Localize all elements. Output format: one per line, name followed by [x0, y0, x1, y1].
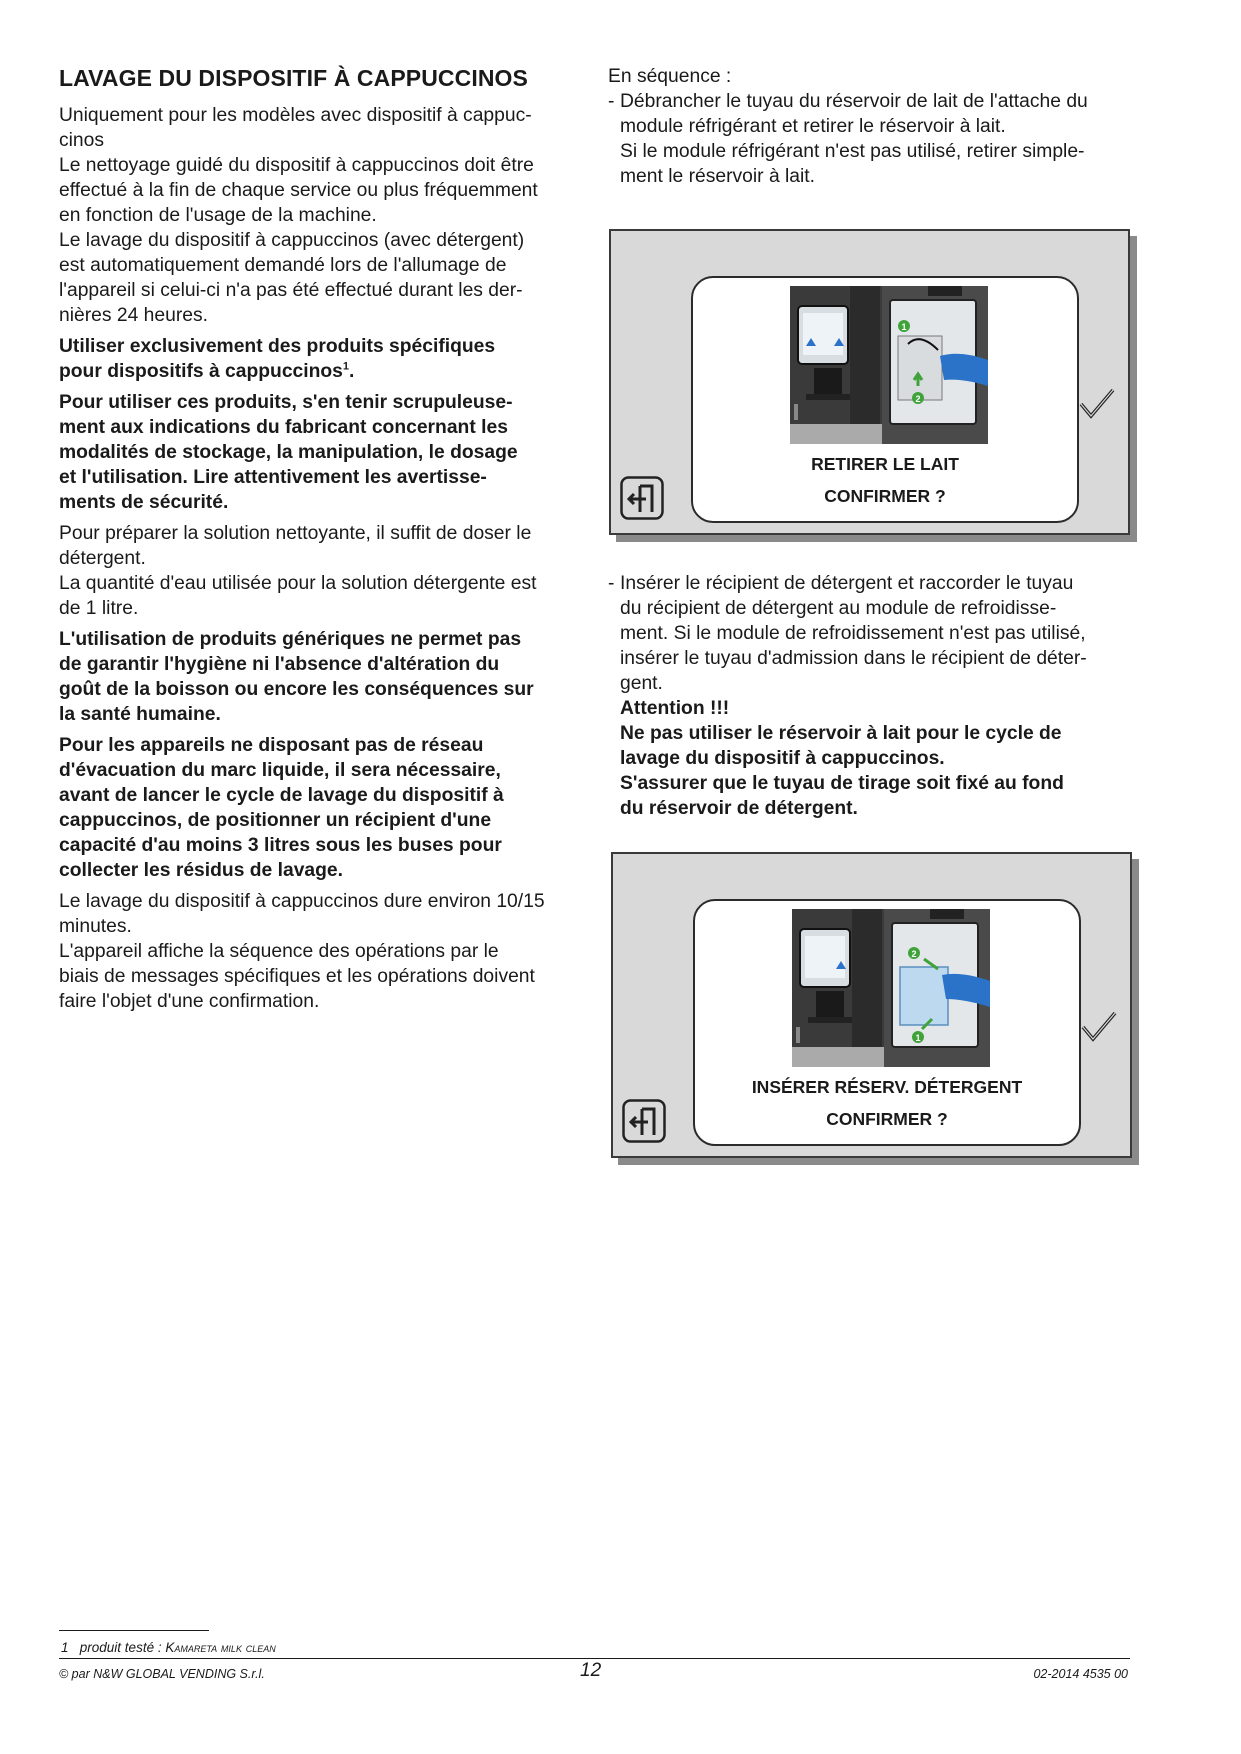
footnote-rule [59, 1630, 209, 1631]
screen-message-line2: CONFIRMER ? [826, 1109, 948, 1129]
exit-icon[interactable] [620, 476, 664, 520]
display-screen [691, 276, 1079, 523]
footnote-ref: 1 [342, 360, 350, 373]
paragraph-sequence-display: L'appareil affiche la séquence des opérations par le biais de messages spécifiques et les opérations doivent faire l'objet d'une confirmation. [59, 941, 535, 1012]
step-remove-milk: - Débrancher le tuyau du réservoir de lait de l'attache du module réfrigérant et retirer le réservoir à lait. Si le module réfrigérant n'est pas utilisé, retirer simple- ment le réservoir à lait. [608, 91, 1088, 187]
right-column [608, 64, 1138, 189]
paragraph-water-quantity: La quantité d'eau utilisée pour la solution détergente est de 1 litre. [59, 573, 537, 619]
svg-text:2: 2 [915, 394, 921, 404]
sequence-intro: En séquence : [608, 66, 732, 87]
copyright: © par N&W GLOBAL VENDING S.r.l. [59, 1667, 265, 1681]
checkmark-icon[interactable] [1079, 1009, 1119, 1045]
svg-text:1: 1 [901, 322, 907, 332]
display-panel-insert-detergent [611, 852, 1132, 1158]
paragraph-auto-request: Le lavage du dispositif à cappuccinos (avec détergent) est automatiquement demandé lors de l'allumage de l'appareil si celui-ci n'a pas été effectué durant les der- nières 24 heures. [59, 230, 525, 326]
checkmark-icon[interactable] [1077, 386, 1117, 422]
svg-text:1: 1 [915, 1033, 921, 1043]
warning-drain-container: Pour les appareils ne disposant pas de réseau d'évacuation du marc liquide, il sera nécessaire, avant de lancer le cycle de lavage du dispositif à cappuccinos, de positionner un récipient d'une capacité d'au moins 3 litres sous les buses pour collecter les résidus de lavage. [59, 735, 504, 881]
screen-message-line2: CONFIRMER ? [824, 486, 946, 506]
footnote: 1 produit testé : Kamareta milk clean [61, 1640, 276, 1655]
screen-message-line1: RETIRER LE LAIT [811, 454, 959, 474]
right-column-step2 [608, 571, 1138, 821]
footnote-product: Kamareta milk clean [165, 1640, 276, 1655]
exit-icon[interactable] [622, 1099, 666, 1143]
machine-illustration-remove-milk [790, 286, 988, 444]
display-screen [693, 899, 1081, 1146]
screen-message-line1: INSÉRER RÉSERV. DÉTERGENT [751, 1077, 1023, 1097]
display-panel-remove-milk [609, 229, 1130, 535]
paragraph-cleaning: Le nettoyage guidé du dispositif à cappuccinos doit être effectué à la fin de chaque service ou plus fréquemment en fonction de l'usage de la machine. [59, 155, 538, 226]
paragraph-duration: Le lavage du dispositif à cappuccinos dure environ 10/15 minutes. [59, 891, 545, 937]
step-insert-detergent: - Insérer le récipient de détergent et raccorder le tuyau du récipient de détergent au module de refroidisse- ment. Si le module de refroidissement n'est pas utilisé, insérer le tuyau d'admission dans le récipient de déter- gent. Attention !!! Ne pas utiliser le réservoir à lait pour le cycle de lavage du dispositif à cappuccinos. S'assurer que le tuyau de tirage soit fixé au fond du réservoir de détergent. [608, 573, 1087, 819]
warning-specific-products: Utiliser exclusivement des produits spécifiques pour dispositifs à cappuccinos$^1$. [59, 336, 496, 382]
document-code: 02-2014 4535 00 [1033, 1667, 1128, 1681]
page-number: 12 [580, 1660, 602, 1681]
paragraph-solution: Pour préparer la solution nettoyante, il suffit de doser le détergent. [59, 523, 532, 569]
left-column [59, 64, 585, 1014]
section-heading: LAVAGE DU DISPOSITIF À CAPPUCCINOS [59, 65, 528, 91]
footer-rule [59, 1658, 1130, 1659]
paragraph-models: Uniquement pour les modèles avec dispositif à cappuc- cinos [59, 105, 532, 151]
warning-generic-products: L'utilisation de produits génériques ne permet pas de garantir l'hygiène ni l'absence d'altération du goût de la boisson ou encore les conséquences sur la santé humaine. [59, 629, 534, 725]
machine-illustration-insert-detergent [792, 909, 990, 1067]
attention-label: Attention !!! [620, 698, 730, 719]
warning-manufacturer-instructions: Pour utiliser ces produits, s'en tenir scrupuleuse- ment aux indications du fabricant concernant les modalités de stockage, la manipulation, le dosage et l'utilisation. Lire attentivement les avertisse- ments de sécurité. [59, 392, 518, 513]
svg-text:2: 2 [911, 949, 917, 959]
